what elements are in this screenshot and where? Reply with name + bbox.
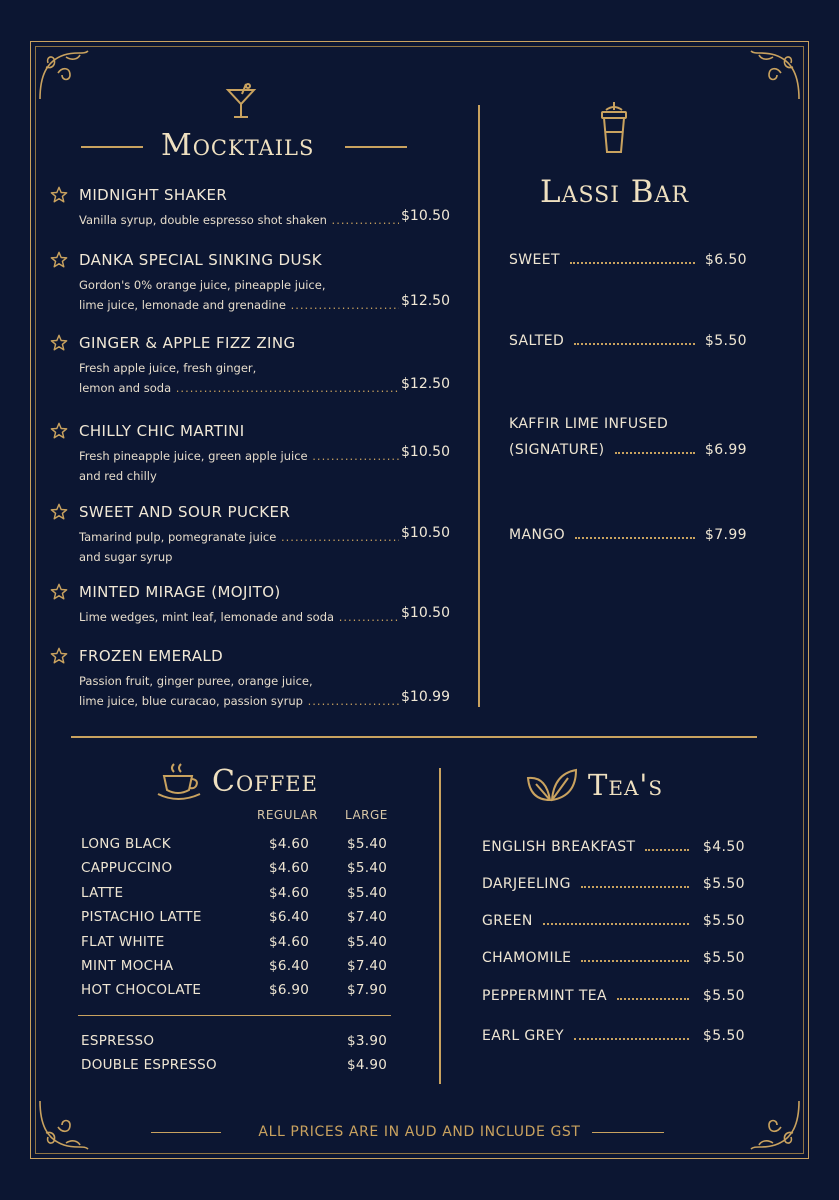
- coffee-item-regular-price: $4.60: [269, 836, 310, 852]
- coffee-item-name: FLAT WHITE: [81, 933, 165, 950]
- mocktail-price: $12.50: [401, 376, 450, 392]
- star-icon: [50, 186, 68, 204]
- mocktail-item: [50, 503, 450, 573]
- tea-item: [482, 913, 745, 929]
- coffee-col-regular: REGULAR: [257, 808, 319, 822]
- coffee-item-regular-price: $4.60: [269, 884, 310, 901]
- espresso-item: [81, 1033, 391, 1055]
- tea-item: [482, 950, 745, 966]
- mocktail-description-line: Gordon's 0% orange juice, pineapple juice,: [79, 278, 326, 292]
- mocktail-description-line: Fresh pineapple juice, green apple juice .....: [79, 446, 399, 466]
- espresso-item-price: $4.90: [347, 1057, 388, 1073]
- coffee-item-large-price: $5.40: [347, 860, 388, 877]
- coffee-item: [81, 836, 391, 858]
- mocktail-item: [50, 186, 450, 256]
- tea-item-name: GREEN: [482, 913, 533, 929]
- tea-item-price: $5.50: [702, 950, 745, 966]
- lassi-item: [509, 416, 747, 468]
- footer-note: ALL PRICES ARE IN AUD AND INCLUDE GST: [258, 1124, 581, 1140]
- lassi-item-name: KAFFIR LIME INFUSED: [509, 416, 669, 432]
- mocktail-name: GINGER & APPLE FIZZ ZING: [79, 334, 296, 352]
- coffee-item: [81, 934, 391, 956]
- dot-leader: [581, 886, 689, 888]
- dot-leader: [645, 849, 688, 851]
- dot-leader: [570, 262, 695, 264]
- star-icon: [50, 647, 68, 665]
- mocktail-item: [50, 647, 450, 717]
- tea-item: [482, 839, 745, 855]
- tea-item-name: PEPPERMINT TEA: [482, 988, 608, 1004]
- tea-leaves-icon: [526, 766, 578, 804]
- coffee-item: [81, 885, 391, 907]
- mocktail-description-line: and sugar syrup: [79, 550, 173, 564]
- mocktail-item: [50, 251, 450, 321]
- espresso-item-name: ESPRESSO: [81, 1033, 155, 1049]
- mocktail-name: SWEET AND SOUR PUCKER: [79, 503, 291, 521]
- coffee-item-large-price: $5.40: [347, 884, 388, 901]
- dot-leader: [574, 1038, 689, 1040]
- mocktail-price: $12.50: [401, 293, 450, 309]
- lassi-item: [509, 527, 747, 553]
- dot-leader: [574, 343, 695, 345]
- lassi-item-name: MANGO: [509, 527, 565, 543]
- dot-leader: [543, 923, 689, 925]
- mocktail-name: MINTED MIRAGE (MOJITO): [79, 583, 281, 601]
- mocktail-description-line: lime juice, lemonade and grenadine .....: [79, 295, 399, 315]
- lassi-item-price: $6.50: [704, 252, 747, 268]
- dot-leader: [615, 452, 695, 454]
- coffee-item-regular-price: $6.90: [269, 982, 310, 999]
- mocktail-item: [50, 422, 450, 492]
- mocktail-name: MIDNIGHT SHAKER: [79, 186, 228, 204]
- mocktail-description-line: Tamarind pulp, pomegranate juice .....: [79, 527, 399, 547]
- mocktail-description-line: Fresh apple juice, fresh ginger,: [79, 361, 257, 375]
- mocktail-name: DANKA SPECIAL SINKING DUSK: [79, 251, 323, 269]
- mocktails-title-rule-right: [345, 146, 407, 148]
- tea-item: [482, 1028, 745, 1044]
- star-icon: [50, 422, 68, 440]
- star-icon: [50, 583, 68, 601]
- tea-item-price: $5.50: [702, 988, 745, 1004]
- mocktail-description-line: lime juice, blue curacao, passion syrup .....: [79, 691, 399, 711]
- mocktails-title-rule-left: [81, 146, 143, 148]
- lassi-item-price: $7.99: [704, 527, 747, 543]
- mocktail-price: $10.50: [401, 605, 450, 621]
- coffee-item-regular-price: $6.40: [269, 958, 310, 974]
- teas-title: Tea's: [588, 768, 664, 802]
- coffee-cup-icon: [156, 762, 202, 802]
- mocktail-description-line: Vanilla syrup, double espresso shot shaken .....: [79, 210, 399, 230]
- corner-ornament-icon: [36, 47, 92, 103]
- dot-leader: [617, 998, 689, 1000]
- coffee-item-name: MINT MOCHA: [81, 958, 174, 974]
- coffee-item-large-price: $7.40: [347, 909, 388, 926]
- coffee-item-large-price: $7.40: [347, 958, 388, 974]
- espresso-item: [81, 1057, 391, 1079]
- lassi-item-name: SWEET: [509, 252, 560, 268]
- tea-item-price: $5.50: [702, 876, 745, 892]
- mocktail-description: [79, 607, 399, 627]
- coffee-title: Coffee: [212, 764, 318, 799]
- tea-item-price: $5.50: [702, 913, 745, 929]
- tea-item-price: $5.50: [702, 1028, 745, 1044]
- column-divider-bottom: [439, 768, 441, 1084]
- coffee-item-large-price: $7.90: [347, 982, 388, 999]
- cocktail-glass-icon: [224, 82, 258, 120]
- mocktail-name: FROZEN EMERALD: [79, 647, 224, 665]
- corner-ornament-icon: [747, 47, 803, 103]
- coffee-item-regular-price: $4.60: [269, 933, 310, 950]
- mocktail-name: CHILLY CHIC MARTINI: [79, 422, 245, 440]
- mocktail-price: $10.50: [401, 208, 450, 224]
- mocktail-description-line: and red chilly: [79, 469, 157, 483]
- mocktail-item: [50, 334, 450, 404]
- espresso-item-price: $3.90: [347, 1033, 388, 1049]
- lassi-title: Lassi Bar: [540, 174, 690, 210]
- coffee-item: [81, 860, 391, 882]
- mocktail-description: [79, 358, 399, 398]
- milkshake-cup-icon: [598, 100, 630, 156]
- coffee-item: [81, 909, 391, 931]
- lassi-item-name: SALTED: [509, 333, 565, 349]
- mocktail-description: [79, 527, 399, 567]
- mocktail-description-line: lemon and soda .....: [79, 378, 399, 398]
- coffee-item-regular-price: $6.40: [269, 909, 310, 926]
- coffee-col-large: LARGE: [345, 808, 388, 822]
- section-divider: [71, 736, 757, 738]
- lassi-item-price: $6.99: [704, 442, 747, 458]
- coffee-item-large-price: $5.40: [347, 836, 388, 852]
- dot-leader: [581, 960, 688, 962]
- mocktails-title: Mocktails: [161, 128, 315, 163]
- espresso-item-name: DOUBLE ESPRESSO: [81, 1057, 217, 1073]
- footer-rule-right: [592, 1132, 664, 1133]
- star-icon: [50, 251, 68, 269]
- mocktail-price: $10.50: [401, 444, 450, 460]
- lassi-item: [509, 333, 747, 359]
- mocktail-description: [79, 275, 399, 315]
- mocktail-price: $10.50: [401, 525, 450, 541]
- tea-item-name: CHAMOMILE: [482, 950, 572, 966]
- coffee-item: [81, 982, 391, 1004]
- tea-item-name: ENGLISH BREAKFAST: [482, 839, 636, 855]
- coffee-item-regular-price: $4.60: [269, 860, 310, 877]
- column-divider: [478, 105, 480, 707]
- dot-leader: [575, 537, 695, 539]
- coffee-item-name: LONG BLACK: [81, 836, 171, 852]
- mocktail-description-line: Passion fruit, ginger puree, orange juice,: [79, 674, 313, 688]
- star-icon: [50, 334, 68, 352]
- mocktail-description-line: Lime wedges, mint leaf, lemonade and soda .....: [79, 607, 399, 627]
- mocktail-description: [79, 210, 399, 230]
- coffee-item-large-price: $5.40: [347, 933, 388, 950]
- mocktail-price: $10.99: [401, 689, 450, 705]
- lassi-item: [509, 252, 747, 278]
- coffee-divider: [78, 1015, 391, 1016]
- tea-item-name: EARL GREY: [482, 1028, 564, 1044]
- tea-item: [482, 876, 745, 892]
- coffee-item-name: HOT CHOCOLATE: [81, 982, 202, 999]
- lassi-item-price: $5.50: [704, 333, 747, 349]
- coffee-item-name: CAPPUCCINO: [81, 860, 173, 877]
- mocktail-item: [50, 583, 450, 653]
- mocktail-description: [79, 671, 399, 711]
- coffee-item-name: PISTACHIO LATTE: [81, 909, 202, 926]
- coffee-item: [81, 958, 391, 980]
- star-icon: [50, 503, 68, 521]
- coffee-item-name: LATTE: [81, 884, 124, 901]
- tea-item-name: DARJEELING: [482, 876, 571, 892]
- lassi-item-name-line2: (SIGNATURE): [509, 442, 605, 458]
- tea-item-price: $4.50: [702, 839, 745, 855]
- tea-item: [482, 988, 745, 1004]
- mocktail-description: [79, 446, 399, 486]
